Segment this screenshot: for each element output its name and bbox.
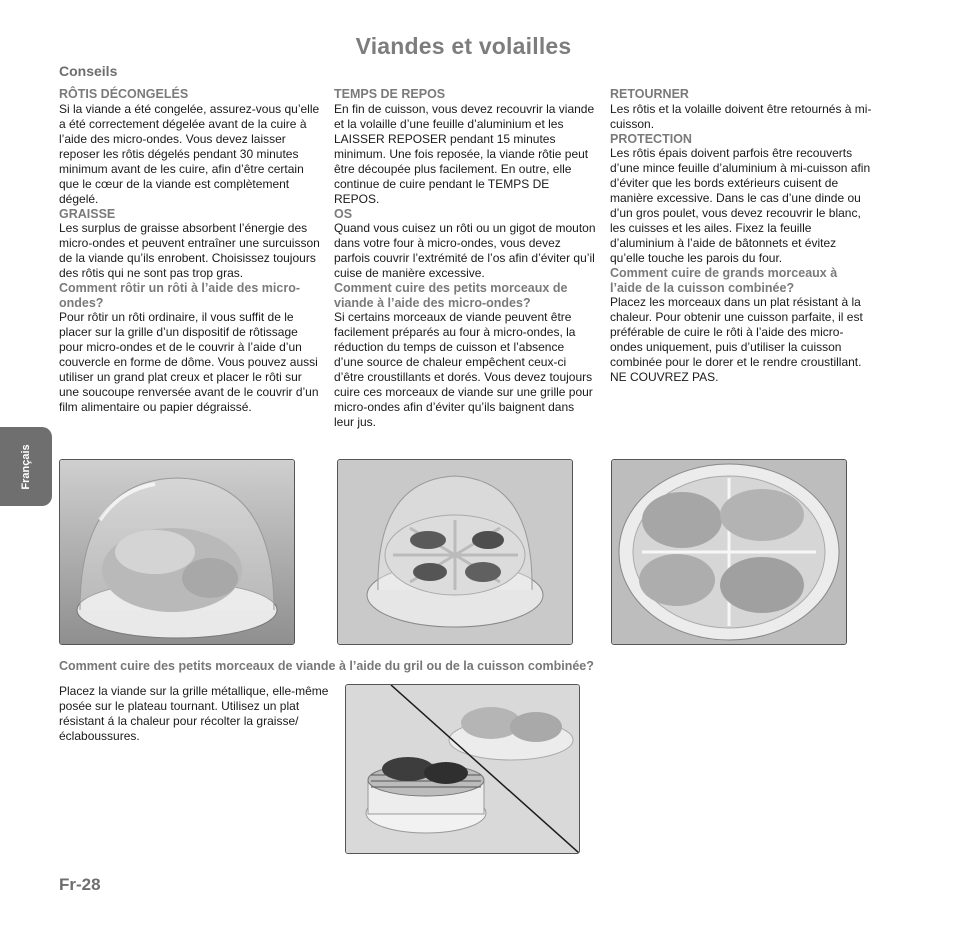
heading-rotir-roti: Comment rôtir un rôti à l’aide des micro-ondes? bbox=[59, 281, 301, 310]
photo-chicken-legs-on-rack bbox=[611, 459, 847, 645]
page-number: Fr-28 bbox=[59, 875, 101, 894]
text-column-3 bbox=[610, 87, 872, 385]
heading-os: OS bbox=[334, 206, 353, 221]
heading-temps-de-repos: TEMPS DE REPOS bbox=[334, 87, 446, 101]
photo-chicken-under-dome bbox=[59, 459, 295, 645]
paragraph-rotir-roti: Pour rôtir un rôti ordinaire, il vous suffit de le placer sur la grille d’un dispositif de rôtissage pour micro-ondes et de le couvrir à l’aide d’un couvercle en forme de dôme. Vous pouvez aussi utiliser un grand plat creux et placer le rôti sur une soucoupe renversée avant de le couvrir d’un film alimentaire ou papier dégraissé. bbox=[59, 310, 319, 414]
photo-meat-pieces-under-dome bbox=[337, 459, 573, 645]
page-title: Viandes et volailles bbox=[355, 33, 572, 59]
grill-instructions: Placez la viande sur la grille métallique, elle-même posée sur le plateau tournant. Utilisez un plat résistant á la chaleur pour récolter la graisse/éclaboussures. bbox=[59, 684, 329, 743]
paragraph-retourner: Les rôtis et la volaille doivent être retournés à mi-cuisson. bbox=[610, 101, 872, 131]
heading-grands-morceaux: Comment cuire de grands morceaux à l’aide de la cuisson combinée? bbox=[610, 266, 838, 295]
heading-protection: PROTECTION bbox=[610, 131, 692, 146]
paragraph-grands-morceaux: Placez les morceaux dans un plat résistant à la chaleur. Pour obtenir une cuisson parfaite, il est préférable de cuire le rôti à l’aide des micro-ondes uniquement, puis d’utiliser la cuisson combinée pour le dorer et le rendre croustillant. NE COUVREZ PAS. bbox=[610, 295, 863, 384]
paragraph-os: Quand vous cuisez un rôti ou un gigot de mouton dans votre four à micro-ondes, vous devez parfois couvrir l’extrémité de l’os afin d’éviter qu’il cuise de manière excessive. bbox=[334, 221, 596, 280]
text-column-1 bbox=[59, 87, 321, 415]
language-tab bbox=[0, 427, 52, 506]
text-column-2 bbox=[334, 87, 596, 430]
photo-meat-on-grill-rack bbox=[345, 684, 580, 854]
heading-rotis-decongeles: RÔTIS DÉCONGELÉS bbox=[59, 87, 189, 101]
language-tab-label: Français bbox=[20, 443, 32, 490]
paragraph-temps-de-repos: En fin de cuisson, vous devez recouvrir la viande et la volaille d’une feuille d’aluminium et les LAISSER REPOSER pendant 15 minutes minimum. Une fois reposée, la viande rôtie peut être découpée plus facilement. En outre, elle continue de cuire pendant le TEMPS DE REPOS. bbox=[334, 101, 595, 206]
heading-graisse: GRAISSE bbox=[59, 206, 116, 221]
grill-question-heading: Comment cuire des petits morceaux de viande à l’aide du gril ou de la cuisson combinée? bbox=[59, 659, 594, 673]
heading-petits-morceaux-micro-ondes: Comment cuire des petits morceaux de viande à l’aide des micro-ondes? bbox=[334, 281, 568, 310]
paragraph-rotis-decongeles: Si la viande a été congelée, assurez-vous qu’elle a été correctement dégelée avant de la cuire à l’aide des micro-ondes. Vous devez laisser reposer les rôtis dégelés pendant 30 minutes minimum avant de les cuire, afin d’être certain que le cœur de la viande est complètement dégelé. bbox=[59, 101, 320, 206]
heading-retourner: RETOURNER bbox=[610, 87, 689, 101]
paragraph-petits-morceaux-micro-ondes: Si certains morceaux de viande peuvent être facilement préparés au four à micro-ondes, la réduction du temps de cuisson et l’absence d’une source de chaleur empêchent ceux-ci d’être croustillants et dorés. Vous devez toujours cuire ces morceaux de viande sur une grille pour micro-ondes afin d’éviter qu’ils baignent dans leur jus. bbox=[334, 310, 593, 429]
paragraph-protection: Les rôtis épais doivent parfois être recouverts d’une mince feuille d’aluminium à mi-cuisson afin d’éviter que les bords extérieurs cuisent de manière excessive. Dans le cas d’une dinde ou d’un gros poulet, vous devez recouvrir le blanc, les cuisses et les ailes. Fixez la feuille d’aluminium à l’aide de bâtonnets et évitez qu’elle touche les parois du four. bbox=[610, 146, 871, 265]
paragraph-graisse: Les surplus de graisse absorbent l’énergie des micro-ondes et peuvent entraîner une surcuisson de la viande qu’ils enrobent. Choisissez toujours des rôtis qui ne sont pas trop gras. bbox=[59, 221, 320, 280]
section-title: Conseils bbox=[59, 63, 118, 79]
